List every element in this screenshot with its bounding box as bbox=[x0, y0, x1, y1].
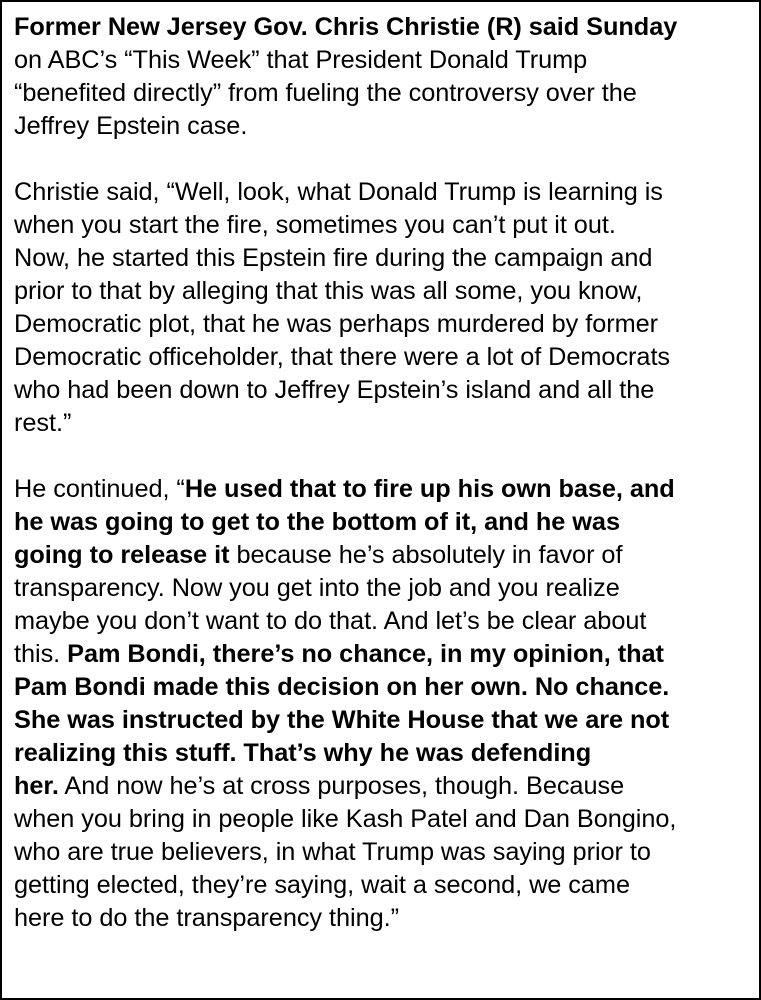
text-line bbox=[14, 209, 754, 242]
text-run: Democratic officeholder, that there were a lot of Democrats bbox=[14, 343, 671, 371]
bold-text-run: going to release it bbox=[14, 541, 230, 569]
bold-text-run: realizing this stuff. That’s why he was defending bbox=[14, 739, 592, 767]
text-line bbox=[14, 869, 754, 902]
text-run: getting elected, they’re saying, wait a second, we came bbox=[14, 871, 630, 899]
text-line bbox=[14, 506, 754, 539]
text-line bbox=[14, 704, 754, 737]
paragraph bbox=[14, 11, 754, 143]
text-run: who are true believers, in what Trump was saying prior to bbox=[14, 838, 651, 866]
text-run: And now he’s at cross purposes, though. Because bbox=[58, 772, 625, 800]
text-line bbox=[14, 836, 754, 869]
bold-text-run: Pam Bondi, there’s no chance, in my opinion, that bbox=[67, 640, 664, 668]
text-run: on ABC’s “This Week” that President Donald Trump bbox=[14, 46, 588, 74]
text-run: Jeffrey Epstein case. bbox=[14, 112, 248, 140]
text-run: here to do the transparency thing.” bbox=[14, 904, 399, 932]
text-line bbox=[14, 539, 754, 572]
paragraph bbox=[14, 473, 754, 935]
text-line bbox=[14, 671, 754, 704]
text-line bbox=[14, 770, 754, 803]
text-run: who had been down to Jeffrey Epstein’s island and all the bbox=[14, 376, 655, 404]
text-line bbox=[14, 44, 754, 77]
text-line bbox=[14, 803, 754, 836]
text-line bbox=[14, 902, 754, 935]
text-line bbox=[14, 275, 754, 308]
text-line bbox=[14, 110, 754, 143]
text-run: prior to that by alleging that this was all some, you know, bbox=[14, 277, 643, 305]
article-text bbox=[14, 11, 754, 935]
text-line bbox=[14, 605, 754, 638]
text-line bbox=[14, 638, 754, 671]
text-line bbox=[14, 473, 754, 506]
bold-text-run: Former New Jersey Gov. Chris Christie (R) said Sunday bbox=[14, 13, 678, 41]
text-line bbox=[14, 176, 754, 209]
paragraph bbox=[14, 176, 754, 440]
text-run: Now, he started this Epstein fire during the campaign and bbox=[14, 244, 653, 272]
text-line bbox=[14, 374, 754, 407]
text-run: because he’s absolutely in favor of bbox=[229, 541, 623, 569]
text-line bbox=[14, 407, 754, 440]
bold-text-run: He used that to fire up his own base, and bbox=[184, 475, 675, 503]
bold-text-run: he was going to get to the bottom of it, and he was bbox=[14, 508, 620, 536]
text-run: He continued, “ bbox=[14, 475, 185, 503]
text-run: this. bbox=[14, 640, 68, 668]
text-line bbox=[14, 737, 754, 770]
text-line bbox=[14, 77, 754, 110]
text-line bbox=[14, 11, 754, 44]
bold-text-run: her. bbox=[14, 772, 59, 800]
text-line bbox=[14, 572, 754, 605]
text-line bbox=[14, 308, 754, 341]
text-line bbox=[14, 242, 754, 275]
text-run: maybe you don’t want to do that. And let’s be clear about bbox=[14, 607, 647, 635]
text-run: when you bring in people like Kash Patel and Dan Bongino, bbox=[14, 805, 677, 833]
text-run: rest.” bbox=[14, 409, 72, 437]
bold-text-run: Pam Bondi made this decision on her own. No chance. bbox=[14, 673, 670, 701]
text-run: Democratic plot, that he was perhaps murdered by former bbox=[14, 310, 659, 338]
bold-text-run: She was instructed by the White House that we are not bbox=[14, 706, 670, 734]
text-line bbox=[14, 341, 754, 374]
text-run: transparency. Now you get into the job and you realize bbox=[14, 574, 620, 602]
text-run: Christie said, “Well, look, what Donald Trump is learning is bbox=[14, 178, 663, 206]
text-run: when you start the fire, sometimes you can’t put it out. bbox=[14, 211, 616, 239]
text-run: “benefited directly” from fueling the controversy over the bbox=[14, 79, 637, 107]
